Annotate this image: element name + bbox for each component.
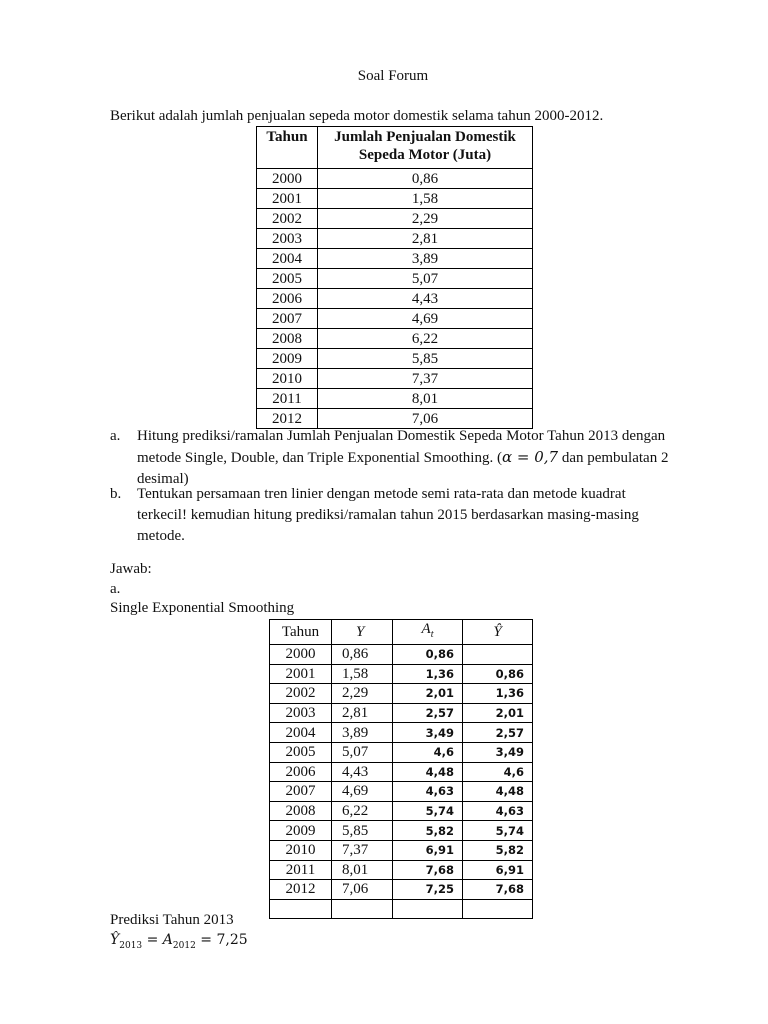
cell-at: 5,74 (393, 801, 463, 821)
cell-at: 4,6 (393, 742, 463, 762)
cell-at: 4,63 (393, 782, 463, 802)
cell-year: 2010 (270, 840, 332, 860)
smoothing-table-row (270, 762, 533, 782)
cell-year: 2010 (257, 369, 318, 389)
cell-yhat: 2,57 (463, 723, 533, 743)
smoothing-table-row (270, 645, 533, 665)
sales-table-row (257, 229, 533, 249)
answer-part-a: a. (110, 581, 121, 597)
cell-y: 8,01 (332, 860, 393, 880)
cell-sales: 8,01 (318, 389, 533, 409)
cell-sales: 5,85 (318, 349, 533, 369)
cell-year: 2007 (270, 782, 332, 802)
cell-year: 2002 (257, 209, 318, 229)
smoothing-table-row (270, 703, 533, 723)
cell-y: 6,22 (332, 801, 393, 821)
cell-year: 2001 (270, 664, 332, 684)
sales-table-header (257, 127, 533, 169)
smoothing-table-row (270, 742, 533, 762)
question-b-line2: terkecil! kemudian hitung prediksi/ramalan tahun 2015 berdasarkan masing-masing (137, 507, 639, 523)
cell-sales: 0,86 (318, 169, 533, 189)
header-yhat: Ŷ (463, 620, 533, 645)
cell-y: 5,85 (332, 821, 393, 841)
cell-at: 2,01 (393, 684, 463, 704)
alpha-value: α = 0,7 (501, 448, 559, 466)
smoothing-table-row (270, 782, 533, 802)
cell-yhat: 3,49 (463, 742, 533, 762)
cell-yhat: 6,91 (463, 860, 533, 880)
cell-y: 7,37 (332, 840, 393, 860)
cell-yhat: 4,6 (463, 762, 533, 782)
cell-year (270, 899, 332, 919)
cell-year: 2011 (270, 860, 332, 880)
cell-year: 2000 (257, 169, 318, 189)
cell-sales: 7,37 (318, 369, 533, 389)
sales-table-row (257, 249, 533, 269)
sales-table (256, 126, 533, 429)
cell-year: 2004 (257, 249, 318, 269)
cell-yhat: 1,36 (463, 684, 533, 704)
cell-year: 2006 (270, 762, 332, 782)
sales-table-row (257, 369, 533, 389)
cell-at: 7,25 (393, 880, 463, 900)
smoothing-table-row (270, 684, 533, 704)
sales-table-row (257, 309, 533, 329)
cell-year: 2009 (270, 821, 332, 841)
cell-yhat: 4,48 (463, 782, 533, 802)
smoothing-table-row (270, 801, 533, 821)
smoothing-table (269, 619, 533, 919)
sales-table-row (257, 289, 533, 309)
sales-table-row (257, 269, 533, 289)
question-b-label: b. (110, 486, 122, 502)
cell-y: 5,07 (332, 742, 393, 762)
cell-at: 3,49 (393, 723, 463, 743)
question-a-line3: desimal) (137, 471, 189, 487)
cell-at: 1,36 (393, 664, 463, 684)
header-sales (318, 127, 533, 169)
answer-label: Jawab: (110, 561, 152, 577)
cell-sales: 1,58 (318, 189, 533, 209)
cell-year: 2005 (270, 742, 332, 762)
cell-year: 2007 (257, 309, 318, 329)
sales-table-row (257, 349, 533, 369)
cell-at: 2,57 (393, 703, 463, 723)
cell-year: 2012 (270, 880, 332, 900)
sales-table-row (257, 329, 533, 349)
cell-y: 0,86 (332, 645, 393, 665)
cell-at: 7,68 (393, 860, 463, 880)
cell-year: 2012 (257, 409, 318, 429)
question-a-line2: metode Single, Double, dan Triple Exponential Smoothing. (α = 0,7 dan pembulatan 2 (137, 448, 669, 466)
cell-y (332, 899, 393, 919)
cell-sales: 7,06 (318, 409, 533, 429)
cell-year: 2001 (257, 189, 318, 209)
cell-sales: 4,69 (318, 309, 533, 329)
cell-y: 2,29 (332, 684, 393, 704)
cell-at: 0,86 (393, 645, 463, 665)
sales-table-row (257, 189, 533, 209)
cell-sales: 2,81 (318, 229, 533, 249)
cell-at: 6,91 (393, 840, 463, 860)
cell-at (393, 899, 463, 919)
cell-y: 2,81 (332, 703, 393, 723)
cell-year: 2008 (257, 329, 318, 349)
cell-year: 2003 (270, 703, 332, 723)
cell-y: 1,58 (332, 664, 393, 684)
header-year-2: Tahun (270, 620, 332, 645)
sales-table-row (257, 389, 533, 409)
cell-yhat (463, 899, 533, 919)
cell-y: 3,89 (332, 723, 393, 743)
sales-table-row (257, 209, 533, 229)
cell-year: 2004 (270, 723, 332, 743)
question-a-label: a. (110, 428, 121, 444)
sales-table-row (257, 169, 533, 189)
cell-year: 2002 (270, 684, 332, 704)
cell-year: 2008 (270, 801, 332, 821)
prediction-label: Prediksi Tahun 2013 (110, 912, 234, 928)
cell-sales: 5,07 (318, 269, 533, 289)
cell-sales: 4,43 (318, 289, 533, 309)
cell-yhat: 0,86 (463, 664, 533, 684)
page-title: Soal Forum (357, 68, 429, 84)
header-sales-line1: Jumlah Penjualan Domestik (334, 129, 516, 145)
cell-sales: 3,89 (318, 249, 533, 269)
cell-yhat: 4,63 (463, 801, 533, 821)
cell-y: 7,06 (332, 880, 393, 900)
cell-year: 2009 (257, 349, 318, 369)
cell-yhat: 7,68 (463, 880, 533, 900)
smoothing-table-row (270, 899, 533, 919)
cell-sales: 6,22 (318, 329, 533, 349)
cell-year: 2011 (257, 389, 318, 409)
cell-at: 4,48 (393, 762, 463, 782)
header-y: Y (332, 620, 393, 645)
cell-y: 4,43 (332, 762, 393, 782)
intro-text: Berikut adalah jumlah penjualan sepeda motor domestik selama tahun 2000-2012. (110, 108, 604, 124)
cell-yhat (463, 645, 533, 665)
cell-sales: 2,29 (318, 209, 533, 229)
cell-year: 2003 (257, 229, 318, 249)
smoothing-table-header (270, 620, 533, 645)
cell-year: 2000 (270, 645, 332, 665)
question-b-line3: metode. (137, 528, 185, 544)
cell-y: 4,69 (332, 782, 393, 802)
smoothing-table-row (270, 821, 533, 841)
smoothing-table-row (270, 860, 533, 880)
smoothing-table-row (270, 840, 533, 860)
prediction-formula: $Ŷ_{2013} = A_{2012} = 7,25$ (110, 932, 248, 951)
smoothing-table-row (270, 664, 533, 684)
header-at: $A_t$ (393, 620, 463, 645)
cell-yhat: 2,01 (463, 703, 533, 723)
header-year: Tahun (257, 127, 318, 169)
smoothing-table-row (270, 723, 533, 743)
cell-year: 2006 (257, 289, 318, 309)
cell-at: 5,82 (393, 821, 463, 841)
cell-yhat: 5,74 (463, 821, 533, 841)
header-sales-line2: Sepeda Motor (Juta) (358, 147, 492, 163)
smoothing-table-row (270, 880, 533, 900)
method-title: Single Exponential Smoothing (110, 600, 295, 616)
cell-year: 2005 (257, 269, 318, 289)
prediction-result: 7,25 (216, 932, 248, 948)
question-b-line1: Tentukan persamaan tren linier dengan metode semi rata-rata dan metode kuadrat (137, 486, 626, 502)
question-a-line1: Hitung prediksi/ramalan Jumlah Penjualan Domestik Sepeda Motor Tahun 2013 dengan (137, 428, 666, 444)
cell-yhat: 5,82 (463, 840, 533, 860)
